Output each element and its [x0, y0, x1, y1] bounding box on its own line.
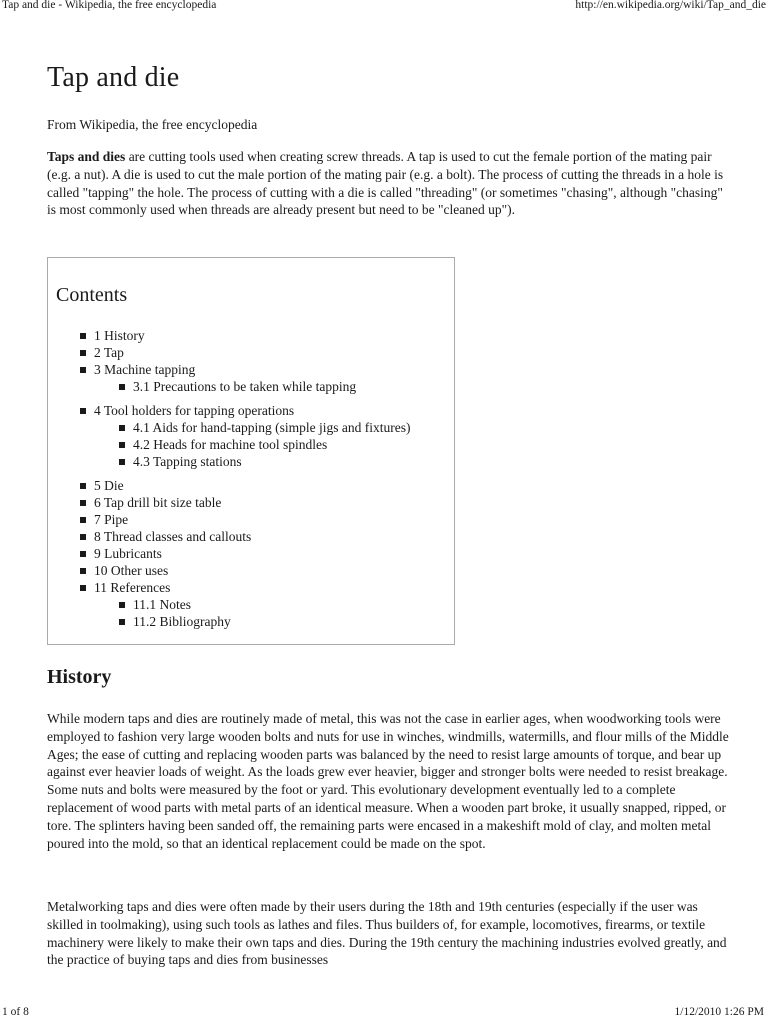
- bullet-icon: [119, 425, 125, 431]
- toc-item[interactable]: [80, 361, 410, 395]
- toc-subitem-label[interactable]: 4.3 Tapping stations: [133, 454, 242, 469]
- toc-title: Contents: [56, 284, 128, 306]
- toc-subitem[interactable]: [119, 596, 410, 613]
- toc-sublist: [80, 378, 410, 395]
- toc-item[interactable]: [80, 545, 410, 562]
- toc-item-label[interactable]: 2 Tap: [94, 345, 124, 360]
- toc-item-label[interactable]: 9 Lubricants: [94, 546, 162, 561]
- toc-subitem-label[interactable]: 4.1 Aids for hand-tapping (simple jigs and fixtures): [133, 420, 411, 435]
- bullet-icon: [119, 442, 125, 448]
- toc-item-label[interactable]: 1 History: [94, 328, 145, 343]
- toc-sublist: [80, 596, 410, 630]
- bullet-icon: [80, 551, 86, 557]
- bullet-icon: [80, 517, 86, 523]
- toc-subitem[interactable]: [119, 613, 410, 630]
- toc-item-label[interactable]: 3 Machine tapping: [94, 362, 196, 377]
- toc-item[interactable]: [80, 344, 410, 361]
- bullet-icon: [80, 568, 86, 574]
- section-heading-history: History: [47, 666, 112, 688]
- bullet-icon: [80, 350, 86, 356]
- toc-item-label[interactable]: 8 Thread classes and callouts: [94, 529, 252, 544]
- toc-subitem-label[interactable]: 11.1 Notes: [133, 597, 191, 612]
- bullet-icon: [80, 408, 86, 414]
- print-header-title: Tap and die - Wikipedia, the free encyclopedia: [2, 0, 217, 11]
- toc-subitem-label[interactable]: 3.1 Precautions to be taken while tapping: [133, 379, 357, 394]
- toc-item[interactable]: [80, 528, 410, 545]
- toc-item[interactable]: [80, 402, 410, 470]
- toc-item[interactable]: [80, 327, 410, 344]
- print-header-url[interactable]: http://en.wikipedia.org/wiki/Tap_and_die: [575, 0, 766, 11]
- toc-item-label[interactable]: 4 Tool holders for tapping operations: [94, 403, 295, 418]
- history-paragraph-1: While modern taps and dies are routinely made of metal, this was not the case in earlier ages, when woodworking tools were employed to fashion very large wooden bolts and nuts for use in winches, windmills, watermills, and flour mills of the Middle Ages; the ease of cutting and replacing wooden parts was balanced by the need to resist large amounts of torque, and bear up against ever heavier loads of weight. As the loads grew ever heavier, bigger and stronger bolts were needed to resist breakage. Some nuts and bolts were measured by the foot or yard. This evolutionary development eventually led to a complete replacement of wood parts with metal parts of an identical measure. When a wooden part broke, it usually snapped, ripped, or tore. The splinters having been sanded off, the remaining parts were encased in a makeshift mold of clay, and molten metal poured into the mold, so that an identical replacement could be made on the spot.: [47, 711, 729, 851]
- toc-item[interactable]: [80, 562, 410, 579]
- toc-subitem[interactable]: [119, 453, 410, 470]
- toc-item[interactable]: [80, 511, 410, 528]
- page-title: Tap and die: [47, 62, 180, 93]
- toc-item[interactable]: [80, 579, 410, 630]
- history-paragraph-2: Metalworking taps and dies were often made by their users during the 18th and 19th centuries (especially if the user was skilled in toolmaking), using such tools as lathes and files. Thus builders of, for example, locomotives, firearms, or textile machinery were likely to make their own taps and dies. During the 19th century the machining industries evolved greatly, and the practice of buying taps and dies from businesses: [47, 899, 727, 968]
- bullet-icon: [80, 367, 86, 373]
- toc-subitem[interactable]: [119, 378, 410, 395]
- bullet-icon: [80, 585, 86, 591]
- bullet-icon: [119, 384, 125, 390]
- toc-item[interactable]: [80, 494, 410, 511]
- toc-item-label[interactable]: 5 Die: [94, 478, 124, 493]
- site-subtitle: From Wikipedia, the free encyclopedia: [47, 117, 258, 132]
- intro-paragraph: [47, 148, 727, 219]
- toc-sublist: [80, 419, 410, 470]
- intro-bold-term: Taps and dies: [47, 149, 126, 164]
- toc-item-label[interactable]: 6 Tap drill bit size table: [94, 495, 222, 510]
- bullet-icon: [80, 500, 86, 506]
- toc-subitem-label[interactable]: 11.2 Bibliography: [133, 614, 231, 629]
- bullet-icon: [80, 534, 86, 540]
- toc-list: [80, 327, 410, 637]
- toc-subitem[interactable]: [119, 419, 410, 436]
- bullet-icon: [80, 483, 86, 489]
- bullet-icon: [80, 333, 86, 339]
- bullet-icon: [119, 459, 125, 465]
- page-number: 1 of 8: [2, 1006, 29, 1018]
- toc-subitem-label[interactable]: 4.2 Heads for machine tool spindles: [133, 437, 328, 452]
- bullet-icon: [119, 619, 125, 625]
- toc-subitem[interactable]: [119, 436, 410, 453]
- toc-item-label[interactable]: 10 Other uses: [94, 563, 169, 578]
- print-datetime: 1/12/2010 1:26 PM: [674, 1006, 764, 1018]
- intro-text: are cutting tools used when creating screw threads. A tap is used to cut the female portion of the mating pair (e.g. a nut). A die is used to cut the male portion of the mating pair (e.g. a bolt). The process of cutting the threads in a hole is called "tapping" the hole. The process of cutting with a die is called "threading" (or sometimes "chasing", although "chasing" is most commonly used when threads are already present but need to be "cleaned up").: [47, 149, 724, 218]
- toc-item-label[interactable]: 7 Pipe: [94, 512, 129, 527]
- bullet-icon: [119, 602, 125, 608]
- toc-item[interactable]: [80, 477, 410, 494]
- toc-item-label[interactable]: 11 References: [94, 580, 171, 595]
